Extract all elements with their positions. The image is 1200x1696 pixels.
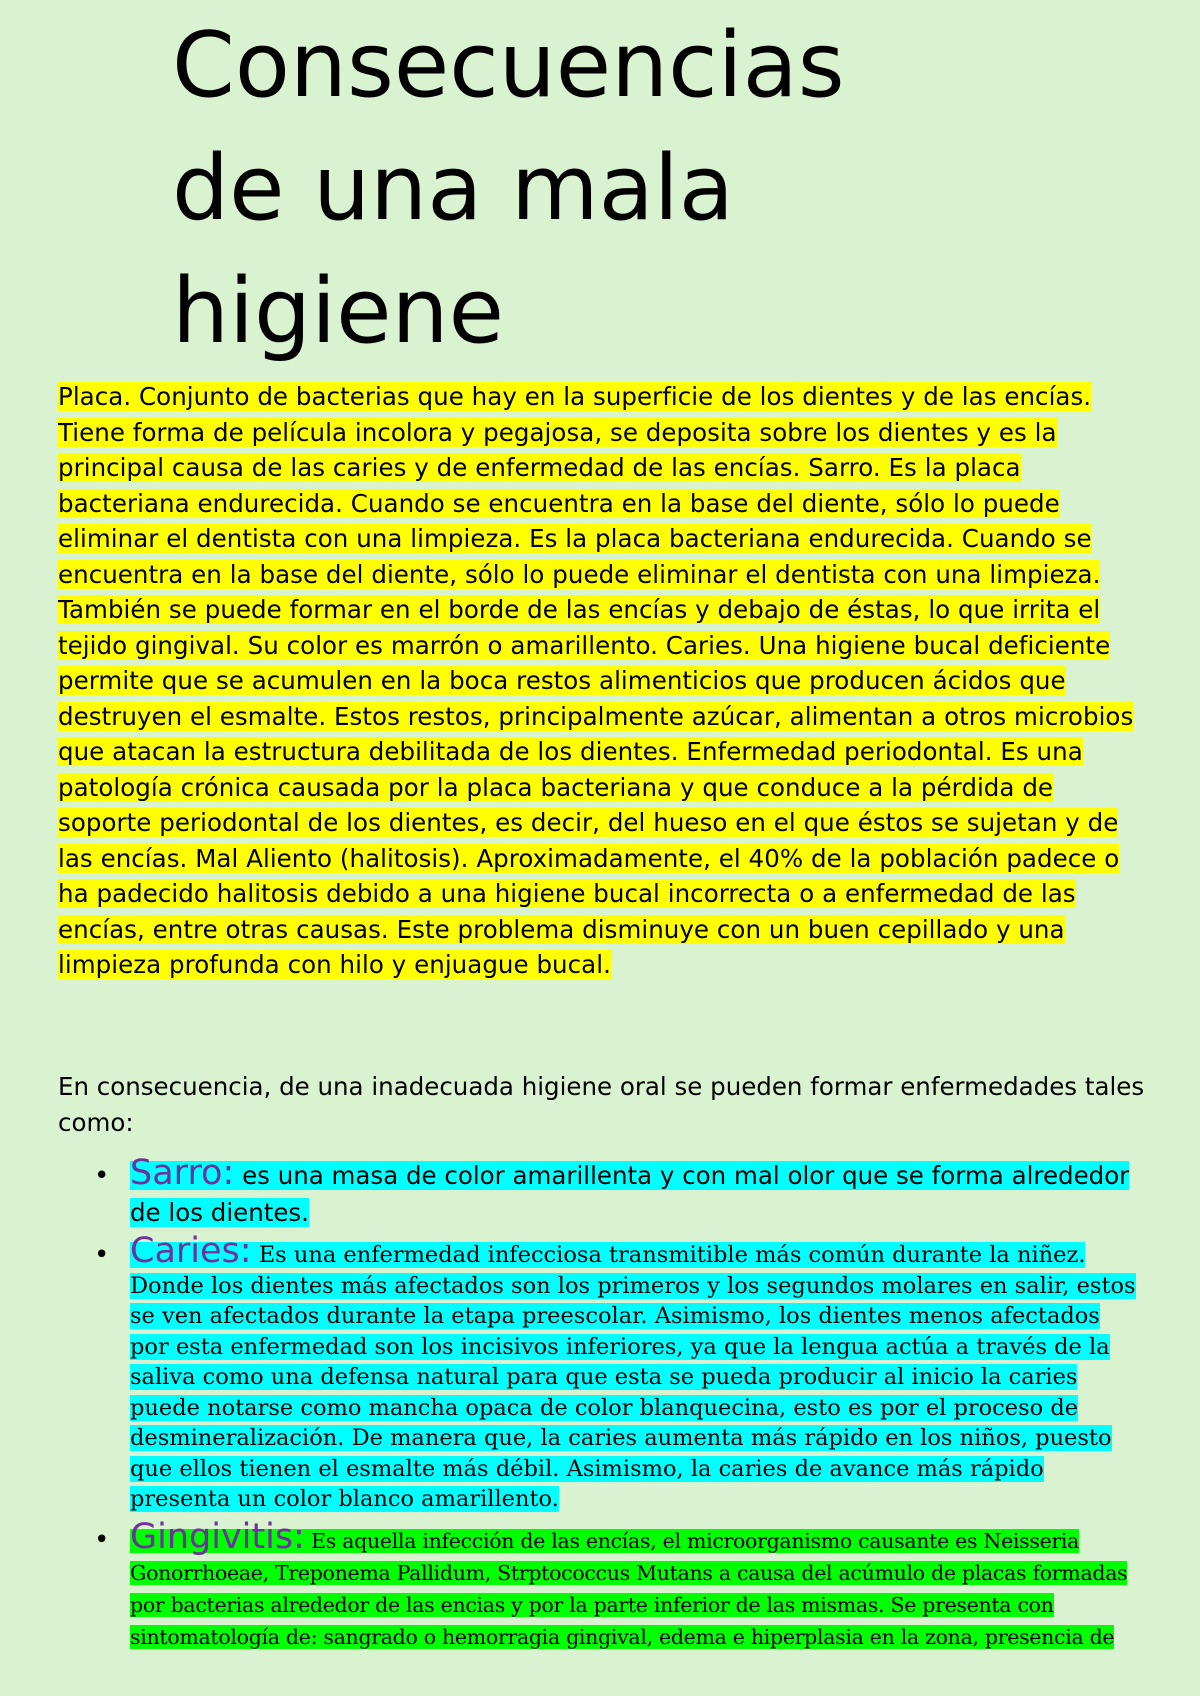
bullet-icon: •: [94, 1524, 110, 1555]
intro-paragraph: [58, 379, 1148, 983]
bullet-icon: •: [94, 1161, 110, 1191]
page-title: Consecuencias de una mala higiene: [172, 13, 845, 364]
list-item-sarro-content: [130, 1153, 1130, 1227]
term-sarro: Sarro:: [130, 1153, 235, 1193]
list-item-caries-content: [130, 1231, 1136, 1512]
definition-gingivitis: Es aquella infección de las encías, el microorganismo causante es Neisseria Gonorrhoeae, Treponema Pallidum, Strptococcus Mutans a causa del acúmulo de placas formadas por bacterias alrededor de las encias y por la parte inferior de las mismas. Se presenta con sintomatología de: sangrado o hemorragia gingival, edema e hiperplasia en la zona, presencia de: [130, 1528, 1128, 1649]
list-item-sarro: [94, 1155, 1144, 1231]
lead-paragraph: En consecuencia, de una inadecuada higiene oral se pueden formar enfermedades tales como:: [58, 1072, 1145, 1137]
definition-caries: Es una enfermedad infecciosa transmitible más común durante la niñez. Donde los dientes más afectados son los primeros y los segundos molares en salir, estos se ven afectados durante la etapa preescolar. Asimismo, los dientes menos afectados por esta enfermedad son los incisivos inferiores, ya que la lengua actúa a través de la saliva como una defensa natural para que esta se pueda producir al inicio la caries puede notarse como mancha opaca de color blanquecina, esto es por el proceso de desmineralización. De manera que, la caries aumenta más rápido en los niños, puesto que ellos tienen el esmalte más débil. Asimismo, la caries de avance más rápido presenta un color blanco amarillento.: [130, 1242, 1136, 1512]
term-caries: Caries:: [130, 1231, 252, 1271]
bullet-icon: •: [94, 1240, 110, 1270]
definition-sarro: es una masa de color amarillenta y con mal olor que se forma alrededor de los dientes.: [130, 1161, 1130, 1227]
list-item-gingivitis: [94, 1516, 1144, 1653]
list-item-gingivitis-content: [130, 1516, 1128, 1649]
term-gingivitis: Gingivitis:: [130, 1516, 305, 1557]
list-item-caries: [94, 1231, 1144, 1515]
intro-paragraph-text: Placa. Conjunto de bacterias que hay en la superficie de los dientes y de las encías. Tiene forma de película incolora y pegajosa, se deposita sobre los dientes y es la principal causa de las caries y de enfermedad de las encías. Sarro. Es la placa bacteriana endurecida. Cuando se encuentra en la base del diente, sólo lo puede eliminar el dentista con una limpieza. Es la placa bacteriana endurecida. Cuando se encuentra en la base del diente, sólo lo puede eliminar el dentista con una limpieza. También se puede formar en el borde de las encías y debajo de éstas, lo que irrita el tejido gingival. Su color es marrón o amarillento. Caries. Una higiene bucal deficiente permite que se acumulen en la boca restos alimenticios que producen ácidos que destruyen el esmalte. Estos restos, principalmente azúcar, alimentan a otros microbios que atacan la estructura debilitada de los dientes. Enfermedad periodontal. Es una patología crónica causada por la placa bacteriana y que conduce a la pérdida de soporte periodontal de los dientes, es decir, del hueso en el que éstos se sujetan y de las encías. Mal Aliento (halitosis). Aproximadamente, el 40% de la población padece o ha padecido halitosis debido a una higiene bucal incorrecta o a enfermedad de las encías, entre otras causas. Este problema disminuye con un buen cepillado y una limpieza profunda con hilo y enjuague bucal.: [58, 382, 1134, 979]
disease-list: [94, 1155, 1144, 1653]
